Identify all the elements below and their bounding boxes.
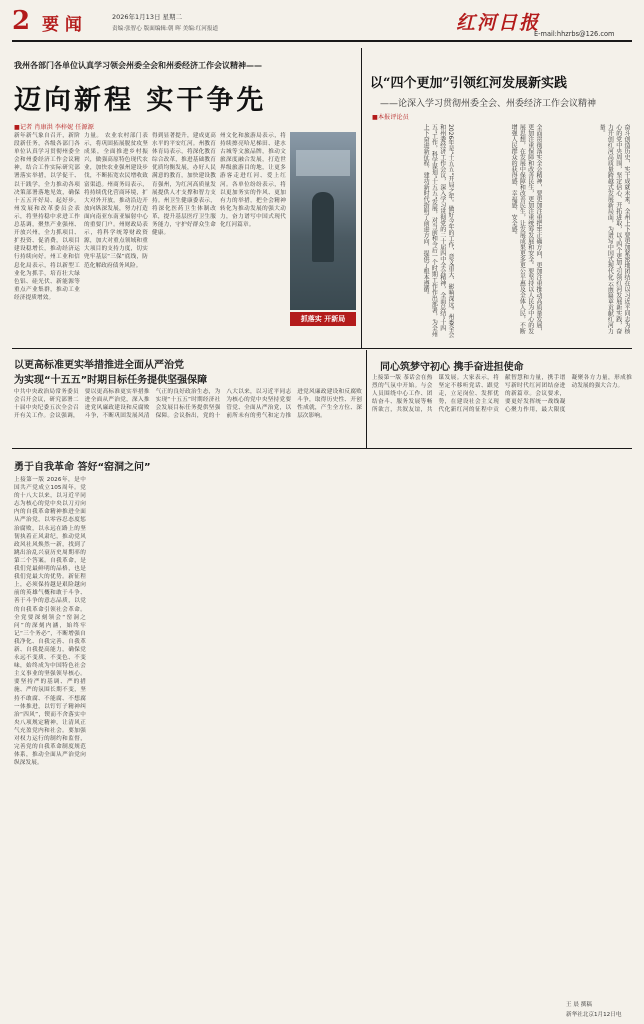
story2-headline-2: 为实现“十五五”时期目标任务提供坚强保障 xyxy=(14,375,208,386)
masthead-rule xyxy=(12,40,632,42)
commentary-col-2: 全面贯彻落实全会精神，要更加注重把牢正确方向，更加注重推动高质量发展，更加注重保障和改善民生，更加注重统筹发展和安全。要坚持以人民为中心的发展思想，在发展中保障和改善民生，让发展成果更多更公平惠及全体人民，不断增强人民群众的获得感、幸福感、安全感。 xyxy=(510,124,542,334)
lead-headline: 迈向新程 实干争先 xyxy=(14,85,267,116)
paper-logo: 红河日报 xyxy=(456,12,541,34)
lead-byline: ■记者 肖康洪 李梓妮 任源源 xyxy=(14,124,94,131)
lead-vertical-rule xyxy=(361,48,362,348)
photo-light-icon xyxy=(296,150,350,176)
lead-col-1: 新年新气象自召开，新阶段新任务，各级各部门各单位认真学习贯彻州委全会和州委经济工作会议精神，结合工作实际研究部署落实举措，以学促干、以干践学，全力推动各项决策部署落地见效，确保十五五开好局、起好步。州发展和改革委员会表示，将坚持稳中求进工作总基调，聚焦产业强州、开放兴州，全力抓项目、扩投资、促消费，以项目建设稳增长，推动经济运行持续向好。州工业和信息化局表示，将以新型工业化为抓手，培育壮大绿色铝、硅光伏、新能源等重点产业集群，推动工业经济提质增效。 xyxy=(14,133,80,301)
commentary-byline: ■本报评论员 xyxy=(372,114,409,121)
lead-col-2: 力量。 农业农村部门表示，将巩固拓展脱贫攻坚成果，全面推进乡村振兴，做强高原特色现代农业，加快农业强州建设步伐，不断拓宽农民增收致富渠道。州商务局表示，将持续优化营商环境，扩大对外开放，推动沿边开放向纵深发展，努力打造面向南亚东南亚辐射中心的重要门户。州财政局表示，将科学统筹财政资源，加大对重点领域和重大项目的支持力度，切实兜牢基层“三保”底线，防范化解政府债务风险。 xyxy=(84,133,148,269)
lead-photo xyxy=(290,132,356,310)
story2-vertical-rule xyxy=(366,350,367,448)
story2-headline-1: 以更高标准更实举措推进全面从严治党 xyxy=(14,360,184,371)
commentary-col-3: 奋斗创造历史，实干成就未来。全州上下要更加紧密地团结在以习近平同志为核心的党中央周围，坚定信心、开拓进取，以“四个更加”引领红河发展新实践，奋力开创红河高质量跨越式发展新局面，为谱写中国式现代化云南篇章贡献红河力量。 xyxy=(598,124,630,335)
editor-credits: 责编:张智心 版面编辑:朝 晖 美编:红河报道 xyxy=(112,26,219,32)
story3-body: 上接第一版 茶话会在热烈的气氛中开始。与会人员围绕中心工作、团结奋斗、服务发展等畅所欲言，共叙友谊，共谋发展。大家表示，将坚定不移听党话、跟党走，立足岗位、发挥优势，在建设社会主义现代化新红河的征程中贡献智慧和力量，携手谱写新时代红河团结奋进的新篇章。会议要求，要更好发挥统一战线凝心聚力作用，最大限度凝聚各方力量，形成推动发展的强大合力。 xyxy=(372,375,632,414)
contact-email: E-mail:hhzrbs@126.com xyxy=(534,30,615,38)
photo-caption: 抓落实 开新局 xyxy=(290,312,356,326)
story2-body: 中共中央政治局常务委员会召开会议，研究部署二十届中央纪委五次全会召开有关工作。会议强调，要以更高标准更实举措推进全面从严治党，深入推进党风廉政建设和反腐败斗争，不断巩固发展风清气正的良好政治生态，为实现“十五五”时期经济社会发展目标任务提供坚强保障。会议指出，党的十八大以来，以习近平同志为核心的党中央坚持党要管党、全面从严治党，以前所未有的勇气和定力推进党风廉政建设和反腐败斗争，取得历史性、开创性成就，产生全方位、深层次影响。 xyxy=(14,389,362,420)
photo-figure-icon xyxy=(312,192,334,262)
section-rule-1 xyxy=(12,348,632,349)
lead-kicker: 我州各部门各单位认真学习领会州委全会和州委经济工作会议精神—— xyxy=(14,61,262,70)
lead-col-4: 州文化和旅游局表示，将持续擦亮哈尼梯田、建水古城等文旅品牌，推动文旅深度融合发展，打造世界级旅游目的地，让更多游客走进红河、爱上红河。各单位纷纷表示，将以更加务实的作风、更加有力的举措，把全会精神转化为推动发展的强大动力，奋力谱写中国式现代化红河篇章。 xyxy=(220,133,286,229)
lead-col-3: 得到显著提升，建成更高水平的平安红河。州教育体育局表示，将深化教育综合改革，推进基础教育优质均衡发展，办好人民满意的教育，加快建设教育强州，为红河高质量发展提供人才支撑和智力支持。州卫生健康委表示，将深化医药卫生体制改革，提升基层医疗卫生服务能力，守护好群众生命健康。 xyxy=(152,133,216,237)
story4-headline: 勇于自我革命 答好“窑洞之问” xyxy=(14,462,151,473)
story4-body: 上接第一版 2026年，是中国共产党成立105周年。党的十八大以来，以习近平同志为核心的党中央以刀刃向内的自我革命精神推进全面从严治党，以零容忍态度惩治腐败，以永远在路上的坚韧执着正风肃纪，推动党风政风社风焕然一新，找到了跳出治乱兴衰历史周期率的第二个答案。自我革命，是我们党最鲜明的品格，也是我们党最大的优势。新征程上，必须保持越是艰险越向前的英雄气概和敢于斗争、善于斗争的意志品质，以党的自我革命引领社会革命。全党要深刻领会“窑洞之问”的深刻内涵，始终牢记“三个务必”，不断增强自我净化、自我完善、自我革新、自我提高能力，确保党永远不变质、不变色、不变味，始终成为中国特色社会主义事业的坚强领导核心。要坚持严的基调、严的措施、严的氛围长期不变，坚持不敢腐、不能腐、不想腐一体推进，以钉钉子精神纠治“四风”，锲而不舍落实中央八项规定精神，让清风正气充盈党内和社会。要加强对权力运行的制约和监督，完善党的自我革命制度规范体系，推动全面从严治党向纵深发展。 xyxy=(14,477,86,767)
issue-date: 2026年1月13日 星期二 xyxy=(112,13,183,21)
story3-headline: 同心筑梦守初心 携手奋进担使命 xyxy=(380,362,524,373)
commentary-subheadline: ——论深入学习贯彻州委全会、州委经济工作会议精神 xyxy=(380,99,597,109)
commentary-headline: 以“四个更加”引领红河发展新实践 xyxy=(370,76,567,91)
page-number: 2 xyxy=(12,6,31,36)
section-title: 要 闻 xyxy=(42,15,82,35)
section-rule-2 xyxy=(12,448,632,449)
story4-signature: 王 晨 撰稿 xyxy=(566,1002,592,1008)
commentary-col-1: 2026年是“十五五”开局之年。做好今年的工作，意义重大、影响深远。州委全会和州委经济工作会议，深入学习贯彻党的二十届四中全会精神，全面总结“十四五”工作，科学谋划“十五五”发展，对当前和今后一个时期工作作出部署，为全州上下奋进新征程、建功新时代指明了前进方向、提供了根本遵循。 xyxy=(422,124,454,338)
story4-source: 新华社北京1月12日电 xyxy=(566,1012,622,1018)
